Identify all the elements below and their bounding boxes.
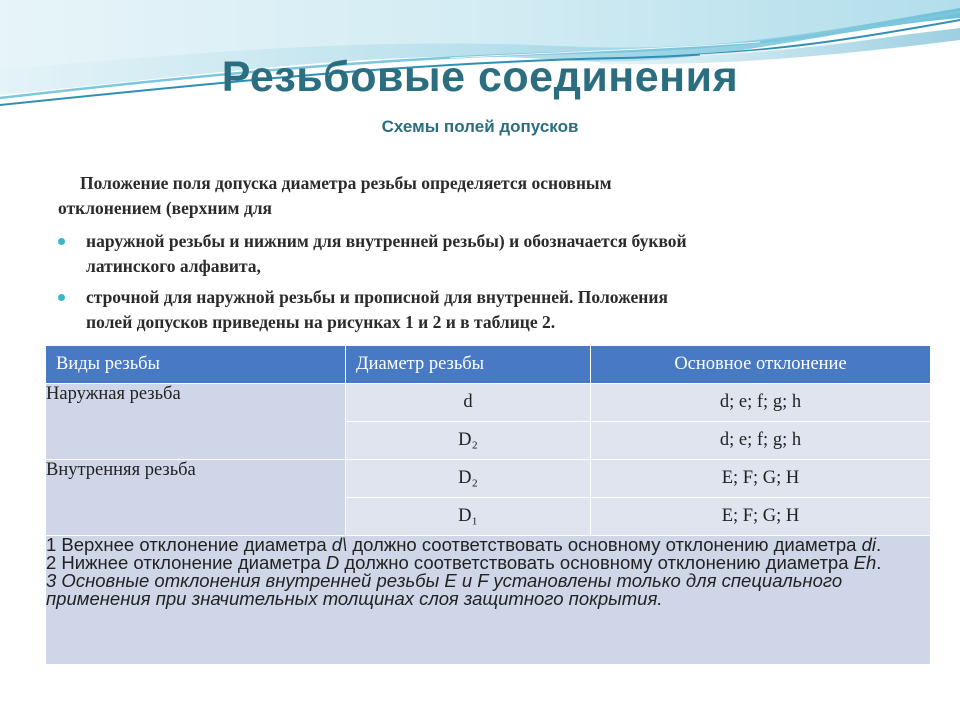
bullet-line: латинского алфавита,: [86, 256, 261, 276]
deviation-cell: d; e; f; g; h: [591, 422, 931, 460]
note-3-line-2: применения при значительных толщинах слоя защитного покрытия.: [46, 588, 663, 609]
table-notes: [46, 536, 931, 665]
table-row: [46, 384, 931, 422]
table-row: [46, 460, 931, 498]
note-3-line-1: 3 Основные отклонения внутренней резьбы E и F установлены только для специального: [46, 570, 843, 591]
bullet-line: полей допусков приведены на рисунках 1 и 2 и в таблице 2.: [86, 312, 556, 332]
column-header-diameter: Диаметр резьбы: [346, 346, 591, 384]
thread-type-cell: Внутренняя резьба: [46, 460, 346, 536]
bullet-item: [58, 285, 918, 335]
diameter-cell: D₂: [346, 460, 591, 498]
diameter-cell: D₂: [346, 422, 591, 460]
thread-type-cell: Наружная резьба: [46, 384, 346, 460]
intro-line-2: отклонением (верхним для: [58, 198, 272, 218]
slide-subtitle: Схемы полей допусков: [381, 117, 579, 136]
bullet-dot-icon: [58, 294, 65, 301]
note-1: 1 Верхнее отклонение диаметра d\ должно соответствовать основному отклонению диаметра di.: [46, 534, 882, 555]
diameter-cell: D₁: [346, 498, 591, 536]
slide-title: Резьбовые соединения: [221, 53, 739, 101]
deviation-cell: E; F; G; H: [591, 460, 931, 498]
diameter-cell: d: [346, 384, 591, 422]
deviation-cell: E; F; G; H: [591, 498, 931, 536]
thread-tolerance-table: [45, 345, 931, 665]
column-header-deviation: Основное отклонение: [591, 346, 931, 384]
intro-paragraph: [58, 171, 918, 221]
table-header-row: [46, 346, 931, 384]
bullet-line: строчной для наружной резьбы и прописной для внутренней. Положения: [86, 287, 668, 307]
note-2: 2 Нижнее отклонение диаметра D должно соответствовать основному отклонению диаметра Eh.: [46, 552, 882, 573]
intro-line-1: Положение поля допуска диаметра резьбы определяется основным: [80, 173, 612, 193]
bullet-line: наружной резьбы и нижним для внутренней резьбы) и обозначается буквой: [86, 231, 687, 251]
column-header-thread-type: Виды резьбы: [46, 346, 346, 384]
deviation-cell: d; e; f; g; h: [591, 384, 931, 422]
bullet-item: [58, 229, 918, 279]
table-notes-row: [46, 536, 931, 665]
bullet-dot-icon: [58, 238, 65, 245]
